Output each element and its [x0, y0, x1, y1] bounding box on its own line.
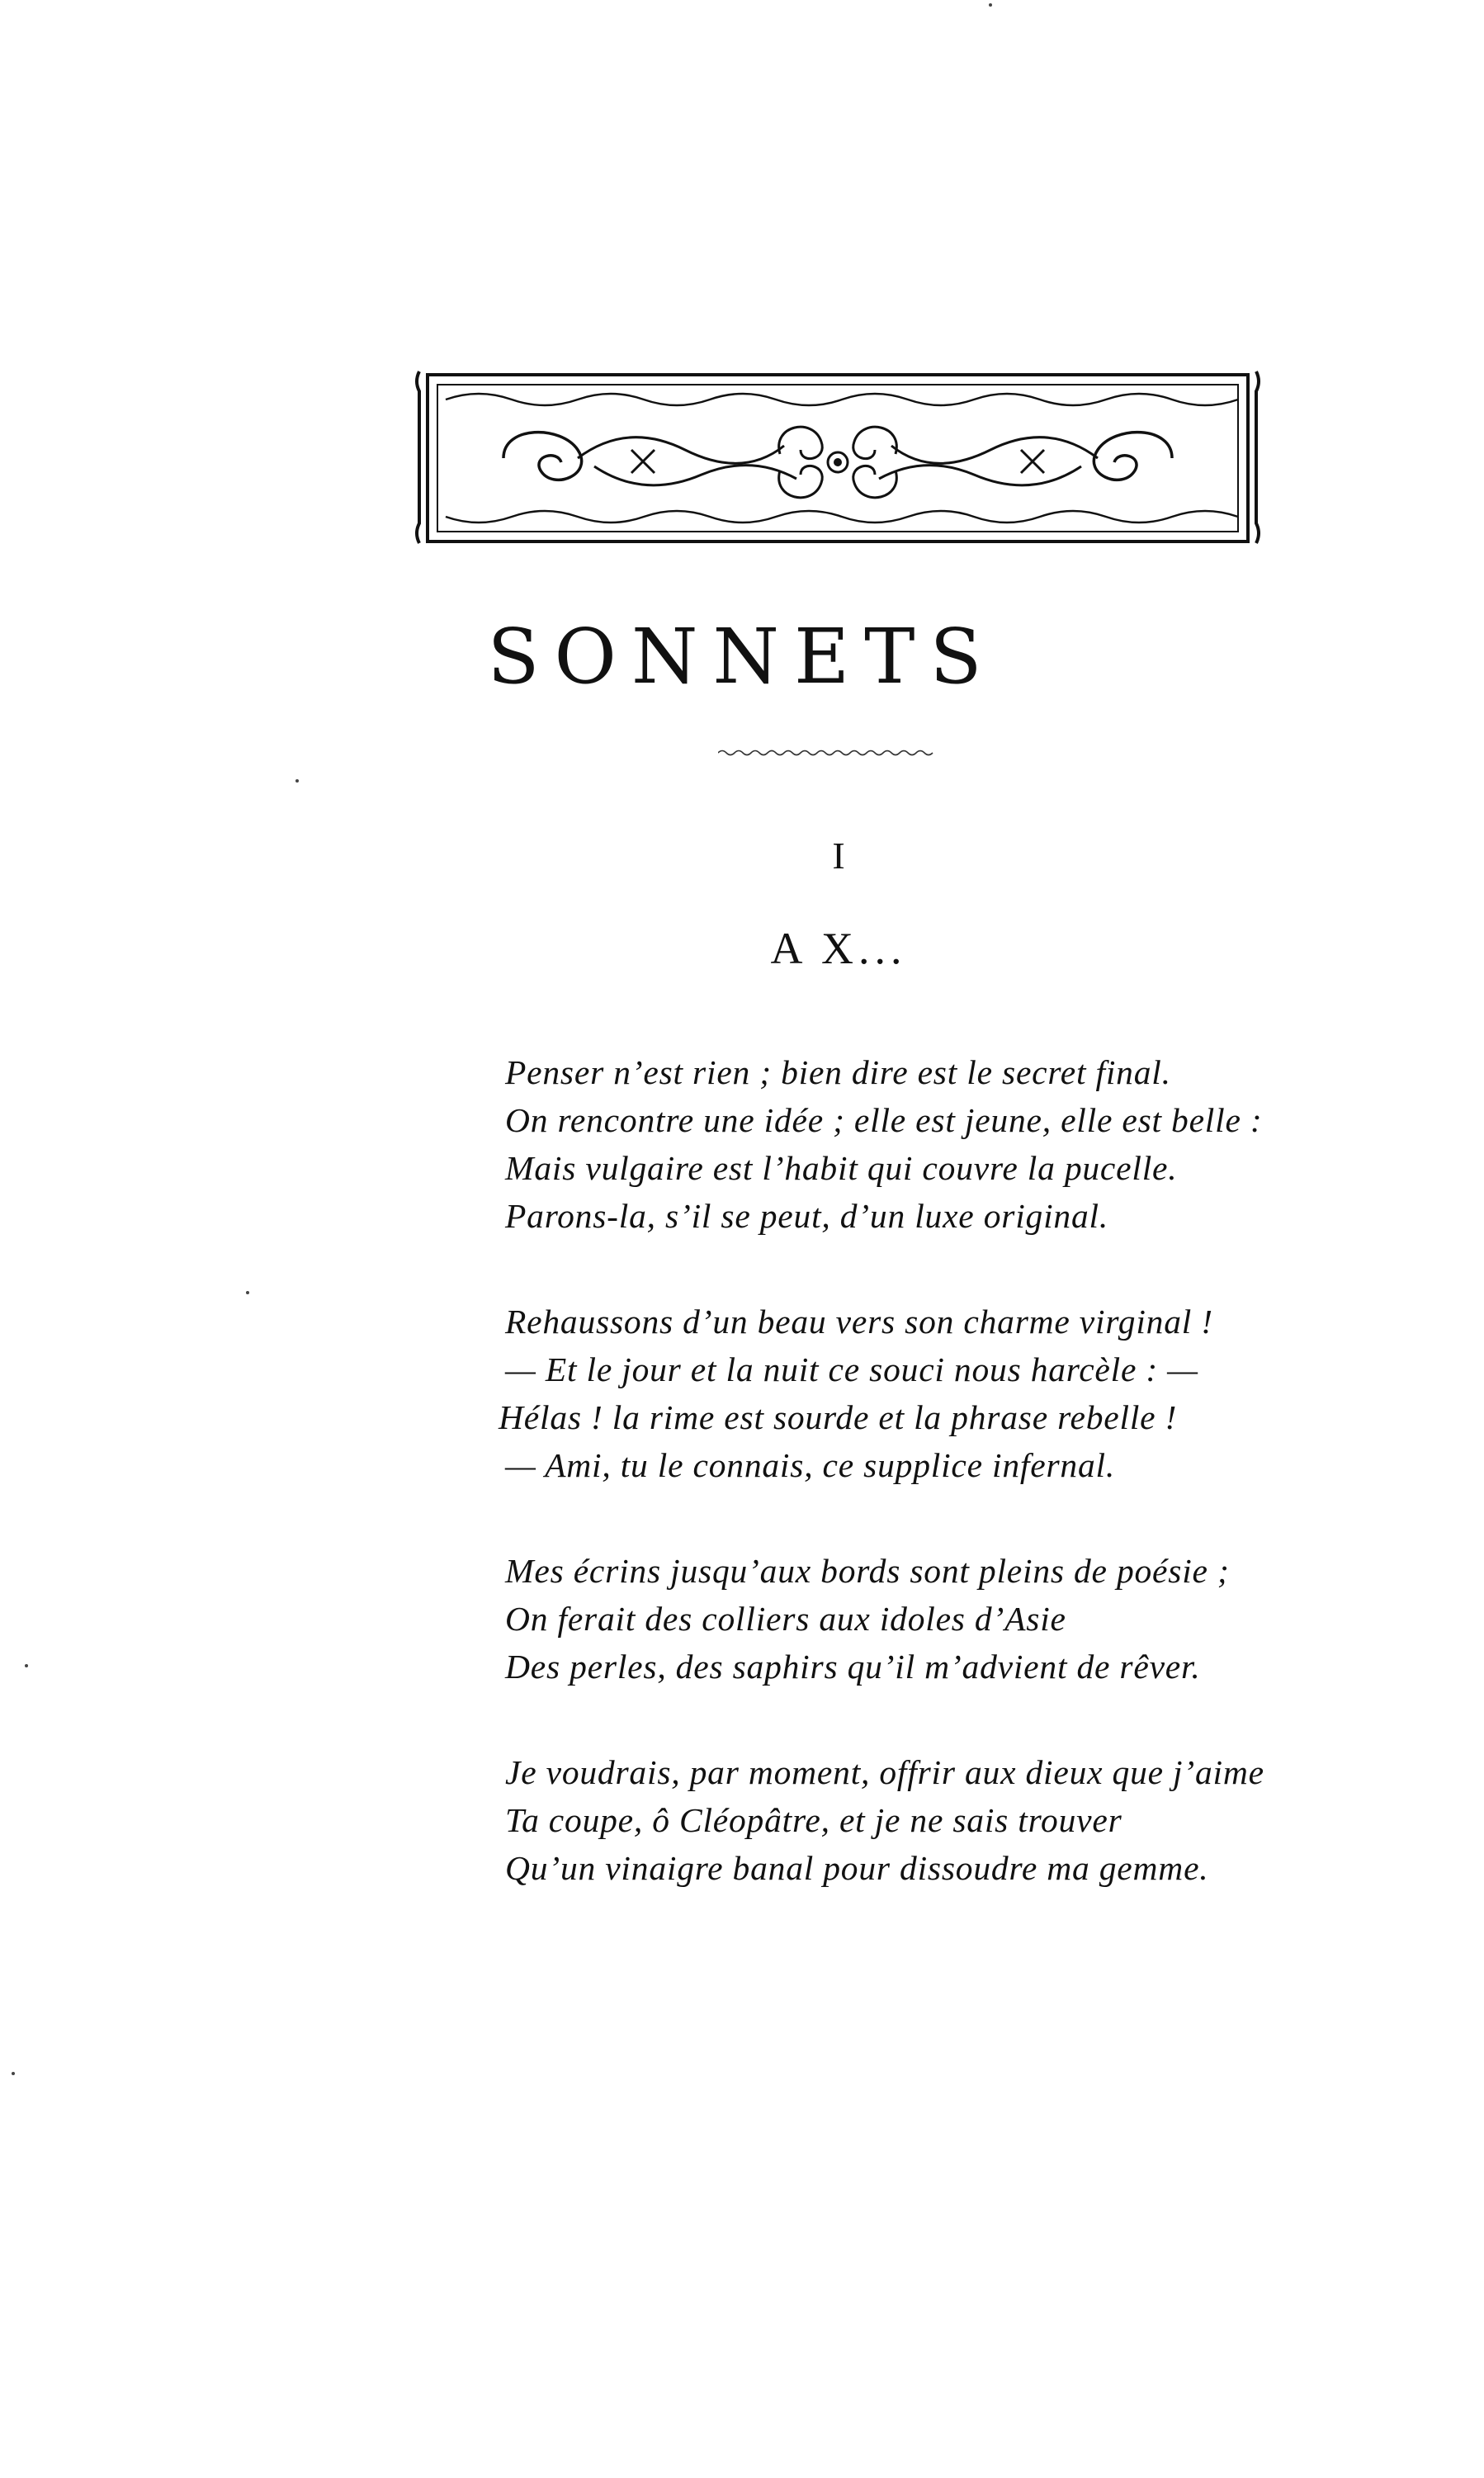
scan-speck	[246, 1291, 249, 1294]
dedication: A X...	[770, 924, 907, 973]
verse-line: — Et le jour et la nuit ce souci nous harcèle : —	[505, 1350, 1198, 1388]
section-number: I	[832, 835, 845, 877]
scan-speck	[12, 2072, 15, 2075]
stanza-4	[505, 1748, 1330, 1892]
verse-line: Mes écrins jusqu’aux bords sont pleins de poésie ;	[505, 1552, 1230, 1590]
verse-line: On rencontre une idée ; elle est jeune, elle est belle :	[505, 1101, 1263, 1139]
stanza-1	[505, 1048, 1330, 1240]
verse-line: Je voudrais, par moment, offrir aux dieux que j’aime	[505, 1753, 1264, 1791]
verse-line: Penser n’est rien ; bien dire est le secret final.	[505, 1053, 1171, 1091]
stanza-3	[505, 1547, 1330, 1691]
verse-line: — Ami, tu le connais, ce supplice infernal.	[505, 1446, 1116, 1484]
verse-line: Rehaussons d’un beau vers son charme virginal !	[505, 1303, 1213, 1341]
header-ornament	[413, 363, 1263, 553]
verse-line: Des perles, des saphirs qu’il m’advient de rêver.	[505, 1648, 1201, 1686]
verse-line: Qu’un vinaigre banal pour dissoudre ma gemme.	[505, 1849, 1209, 1887]
verse-line: Parons-la, s’il se peut, d’un luxe original.	[505, 1197, 1109, 1235]
scan-speck	[25, 1664, 28, 1667]
stanza-2	[499, 1298, 1330, 1489]
verse-line: On ferait des colliers aux idoles d’Asie	[505, 1600, 1066, 1638]
scan-speck	[295, 779, 299, 783]
verse-line: Ta coupe, ô Cléopâtre, et je ne sais trouver	[505, 1801, 1122, 1839]
verse-line: Hélas ! la rime est sourde et la phrase rebelle !	[499, 1398, 1178, 1436]
verse-line: Mais vulgaire est l’habit qui couvre la pucelle.	[505, 1149, 1178, 1187]
sonnet-text	[499, 1048, 1330, 1950]
scan-speck	[989, 3, 992, 7]
page-title: SONNETS	[487, 612, 997, 701]
title-rule-ornament	[718, 747, 937, 759]
